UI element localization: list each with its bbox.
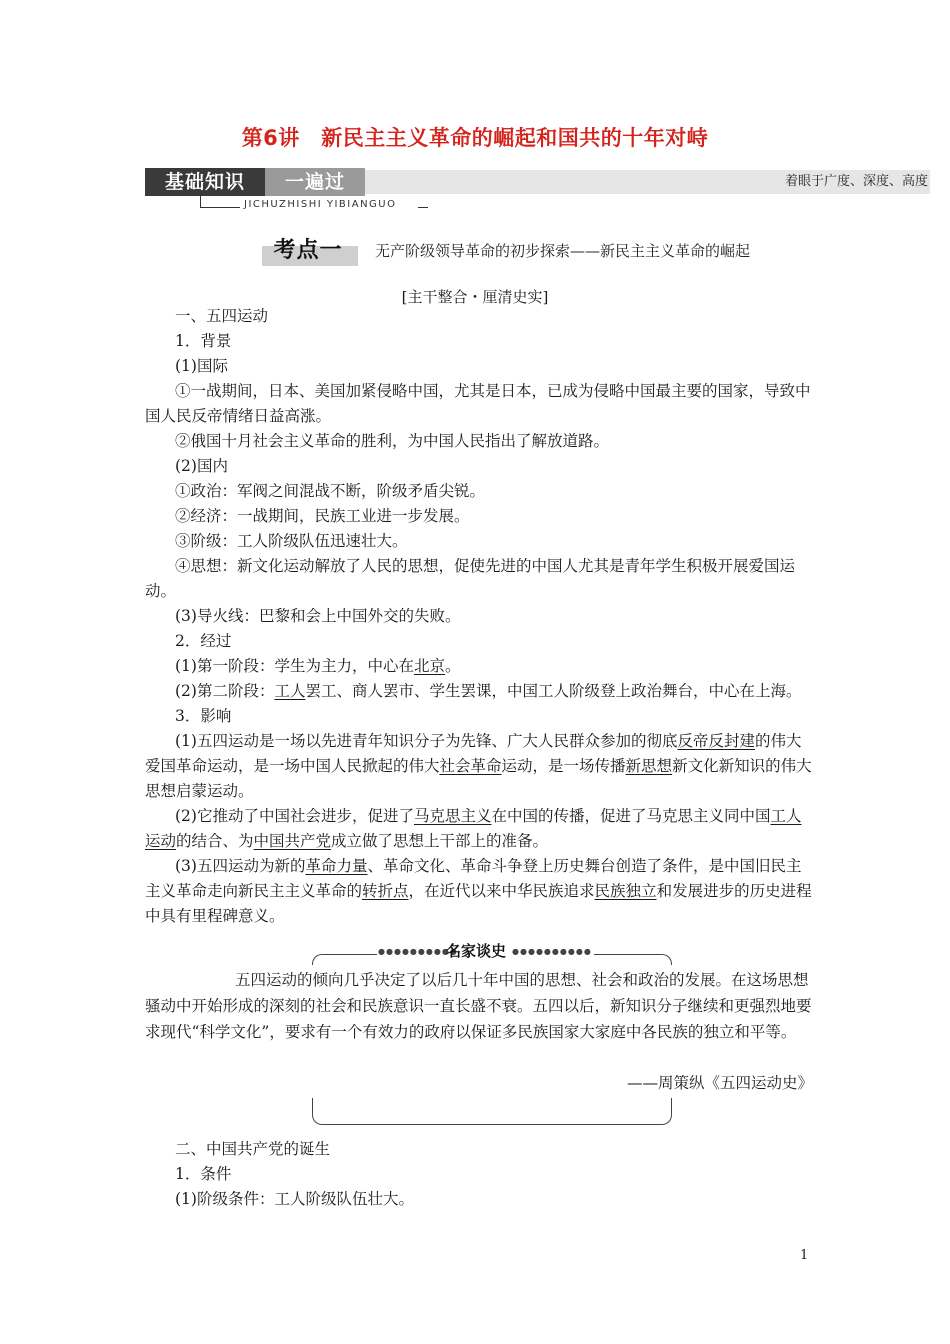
- text-span: 的结合、为: [176, 832, 254, 850]
- key-term: 马克思主义: [413, 807, 492, 825]
- text-span: 。: [444, 657, 461, 675]
- item-domestic: (2)国内: [175, 457, 228, 475]
- quote-rule-right: [594, 954, 662, 955]
- key-term: 新思想: [625, 757, 673, 775]
- quote-corner-right: [661, 954, 672, 965]
- item-international: (1)国际: [175, 357, 228, 375]
- text-span: (1)五四运动是一场以先进青年知识分子为先锋、广大人民群众参加的彻底: [175, 732, 678, 750]
- text-span: 运动，是一场传播: [501, 757, 626, 775]
- subheading-process: 2．经过: [175, 632, 232, 650]
- banner-underline-right: [418, 207, 428, 208]
- key-term: 中国共产党: [253, 832, 332, 850]
- text-span: 罢工、商人罢市、学生罢课，中国工人阶级登上政治舞台，中心在上海。: [305, 682, 802, 700]
- section-one: [145, 304, 813, 929]
- paragraph: [145, 729, 813, 804]
- paragraph: (1)阶级条件：工人阶级队伍壮大。: [175, 1190, 414, 1208]
- section-heading: 二、中国共产党的诞生: [175, 1140, 331, 1158]
- kaodian-topic: 无产阶级领导革命的初步探索——新民主主义革命的崛起: [375, 242, 751, 260]
- banner-underline-left: [200, 207, 240, 208]
- text-span: (3)五四运动为新的: [175, 857, 306, 875]
- quote-text: 五四运动的倾向几乎决定了以后几十年中国的思想、社会和政治的发展。在这场思想骚动中开始形成的深刻的社会和民族意识一直长盛不衰。五四以后，新知识分子继续和更强烈地要求现代“科学文化”，要求有一个有效力的政府以保证多民族国家大家庭中各民族的独立和平等。: [145, 971, 812, 1041]
- text-span: 新文化新知识的伟大思想启蒙运动。: [145, 757, 812, 800]
- key-term: 反帝反封建: [677, 732, 755, 750]
- banner-bracket-line: [200, 194, 201, 207]
- quote-source: ——周策纵《五四运动史》: [626, 1074, 813, 1092]
- section-banner: [145, 168, 940, 196]
- text-span: 成立做了思想上干部上的准备。: [331, 832, 549, 850]
- lecture-title: 第6讲 新民主主义革命的崛起和国共的十年对峙: [241, 126, 709, 150]
- banner-subtitle: JICHUZHISHI YIBIANGUO: [244, 199, 397, 210]
- page-number: 1: [800, 1248, 809, 1263]
- quote-rule-left: [322, 954, 377, 955]
- quote-box-bottom: [312, 1098, 672, 1125]
- paragraph: (3)导火线：巴黎和会上中国外交的失败。: [175, 607, 461, 625]
- text-span: 在中国的传播，促进了马克思主义同中国: [491, 807, 771, 825]
- quote-label: 名家谈史: [446, 942, 507, 960]
- kaodian-label: 考点一: [273, 238, 343, 263]
- paragraph: ①政治：军阀之间混战不断，阶级矛盾尖锐。: [175, 482, 486, 500]
- banner-right-text: 着眼于广度、深度、高度: [784, 174, 928, 189]
- section-two: [145, 1137, 813, 1212]
- subheading-influence: 3．影响: [175, 707, 232, 725]
- key-term: 转折点: [362, 882, 409, 900]
- text-span: 和发展进步的历史进程中具有里程碑意义。: [145, 882, 812, 925]
- subhead: [主干整合・厘清史实]: [401, 288, 549, 306]
- quote-dots-right: ●●●●●●●●●●: [512, 947, 592, 956]
- text-span: ，在近代以来中华民族追求: [408, 882, 595, 900]
- text-span: 、革命文化、革命斗争登上历史舞台创造了条件，是中国旧民主主义革命走向新民主主义革命的: [145, 857, 802, 900]
- key-term: 社会革命: [439, 757, 502, 775]
- key-term: 工人: [274, 682, 306, 700]
- kaodian-badge: [258, 236, 358, 266]
- key-term: 北京: [413, 657, 445, 675]
- paragraph: ③阶级：工人阶级队伍迅速壮大。: [175, 532, 408, 550]
- banner-dark-label: 基础知识: [145, 168, 265, 196]
- banner-light-label: 一遍过: [265, 168, 365, 196]
- subheading-background: 1．背景: [175, 332, 232, 350]
- key-term: 革命力量: [305, 857, 368, 875]
- key-term: 工人运动: [145, 807, 802, 850]
- subheading-conditions: 1．条件: [175, 1165, 232, 1183]
- text-span: (2)它推动了中国社会进步，促进了: [175, 807, 414, 825]
- quote-corner-left: [312, 954, 323, 965]
- paragraph: [145, 854, 813, 929]
- text-span: 的伟大爱国革命运动，是一场中国人民掀起的伟大: [145, 732, 802, 775]
- paragraph: ②经济：一战期间，民族工业进一步发展。: [175, 507, 470, 525]
- paragraph: ②俄国十月社会主义革命的胜利，为中国人民指出了解放道路。: [175, 432, 610, 450]
- paragraph: [145, 679, 813, 704]
- paragraph: ①一战期间，日本、美国加紧侵略中国，尤其是日本，已成为侵略中国最主要的国家，导致中国人民反帝情绪日益高涨。: [145, 382, 811, 425]
- text-span: (2)第二阶段：: [175, 682, 275, 700]
- key-term: 民族独立: [594, 882, 657, 900]
- paragraph: ④思想：新文化运动解放了人民的思想，促使先进的中国人尤其是青年学生积极开展爱国运动。: [145, 557, 796, 600]
- quote-dots-left: ●●●●●●●●●●: [378, 947, 458, 956]
- paragraph: [145, 654, 813, 679]
- section-heading: 一、五四运动: [175, 307, 269, 325]
- paragraph: [145, 804, 813, 854]
- text-span: (1)第一阶段：学生为主力，中心在: [175, 657, 414, 675]
